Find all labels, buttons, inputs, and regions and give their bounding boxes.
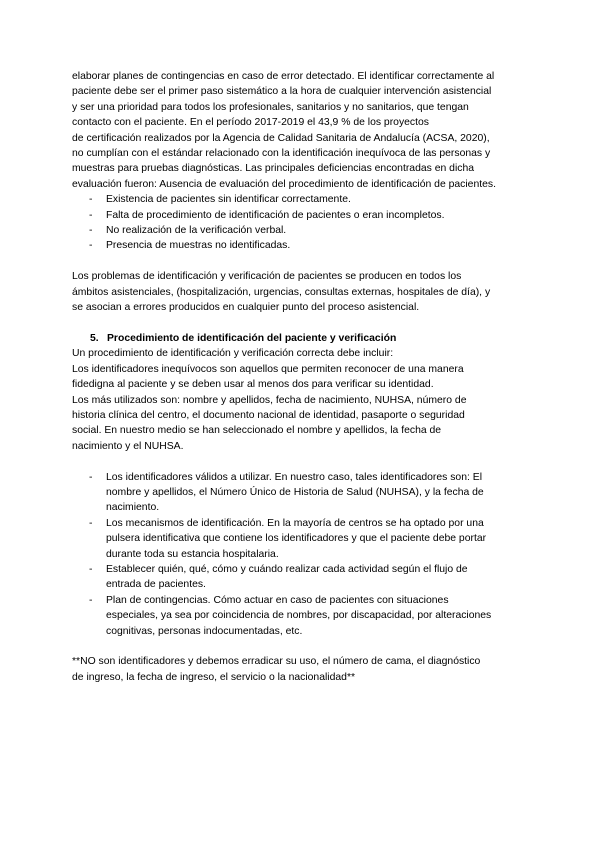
document-page (72, 69, 532, 685)
text-line: fidedigna al paciente y se deben usar al menos dos para verificar su identidad. (72, 379, 434, 391)
list-item (72, 470, 532, 516)
text-line: de certificación realizados por la Agencia de Calidad Sanitaria de Andalucía (ACSA, 2020), (72, 132, 490, 144)
list-item: - Existencia de pacientes sin identificar correctamente. (72, 192, 532, 207)
text-line: nacimiento y el NUHSA. (72, 440, 184, 452)
text-line: paciente debe ser el primer paso sistemático a la hora de cualquier intervención asistencial (72, 86, 492, 98)
list-item (72, 593, 532, 639)
text-line: **NO son identificadores y debemos erradicar su uso, el número de cama, el diagnóstico (72, 656, 481, 668)
text-line: cognitivas, personas indocumentadas, etc. (106, 625, 303, 637)
deficiencies-list (72, 192, 532, 254)
text-line: Los mecanismos de identificación. En la mayoría de centros se ha optado por una (106, 517, 484, 529)
section-title: Procedimiento de identificación del paciente y verificación (107, 332, 397, 344)
text-line: Establecer quién, qué, cómo y cuándo realizar cada actividad según el flujo de (106, 563, 468, 575)
text-line: se asocian a errores producidos en cualquier punto del proceso asistencial. (72, 302, 420, 314)
text-line: nacimiento. (106, 502, 160, 514)
list-item: - Falta de procedimiento de identificación de pacientes o eran incompletos. (72, 208, 532, 223)
intro-paragraph (72, 69, 532, 192)
text-line: nombre y apellidos, el Número Único de Historia de Salud (NUHSA), y la fecha de (106, 486, 484, 498)
text-line: pulsera identificativa que contiene los identificadores y que el paciente debe portar (106, 533, 487, 545)
text-line: contacto con el paciente. En el período 2017-2019 el 43,9 % de los proyectos (72, 117, 429, 129)
list-item (72, 562, 532, 593)
problems-paragraph (72, 269, 532, 315)
text-line: Los identificadores inequívocos son aquellos que permiten reconocer de una manera (72, 363, 464, 375)
text-line: Un procedimiento de identificación y verificación correcta debe incluir: (72, 348, 394, 360)
text-line: historia clínica del centro, el documento nacional de identidad, pasaporte o seguridad (72, 409, 465, 421)
section-number: 5. (90, 332, 99, 344)
note-paragraph (72, 654, 532, 685)
paragraph-spacer (72, 639, 532, 654)
paragraph-spacer (72, 254, 532, 269)
text-line: no cumplían con el estándar relacionado con la identificación inequívoca de las personas y (72, 148, 491, 160)
section-paragraph (72, 346, 532, 454)
paragraph-spacer (72, 454, 532, 469)
section-heading (72, 331, 532, 346)
text-line: durante toda su estancia hospitalaria. (106, 548, 279, 560)
text-line: muestras para pruebas diagnósticas. Las principales deficiencias encontradas en dicha (72, 163, 475, 175)
text-line: elaborar planes de contingencias en caso de error detectado. El identificar correctamente al (72, 71, 495, 82)
text-line: especiales, ya sea por coincidencia de nombres, por discapacidad, por alteraciones (106, 610, 492, 622)
list-item: - No realización de la verificación verbal. (72, 223, 532, 238)
text-line: de ingreso, la fecha de ingreso, el servicio o la nacionalidad** (72, 671, 356, 683)
text-line: Plan de contingencias. Cómo actuar en caso de pacientes con situaciones (106, 594, 449, 606)
text-line: evaluación fueron: Ausencia de evaluación del procedimiento de identificación de pacientes. (72, 178, 496, 190)
text-line: social. En nuestro medio se han seleccionado el nombre y apellidos, la fecha de (72, 425, 442, 437)
text-line: Los identificadores válidos a utilizar. En nuestro caso, tales identificadores son: El (106, 471, 483, 483)
text-line: Los problemas de identificación y verificación de pacientes se producen en todos los (72, 271, 462, 283)
paragraph-spacer (72, 315, 532, 330)
text-line: entrada de pacientes. (106, 579, 206, 591)
text-line: y ser una prioridad para todos los profesionales, sanitarios y no sanitarios, que tengan (72, 101, 469, 113)
text-line: Los más utilizados son: nombre y apellidos, fecha de nacimiento, NUHSA, número de (72, 394, 467, 406)
procedure-list (72, 470, 532, 639)
list-item (72, 516, 532, 562)
list-item: - Presencia de muestras no identificadas. (72, 238, 532, 253)
text-line: ámbitos asistenciales, (hospitalización, urgencias, consultas externas, hospitales de día), y (72, 286, 491, 298)
